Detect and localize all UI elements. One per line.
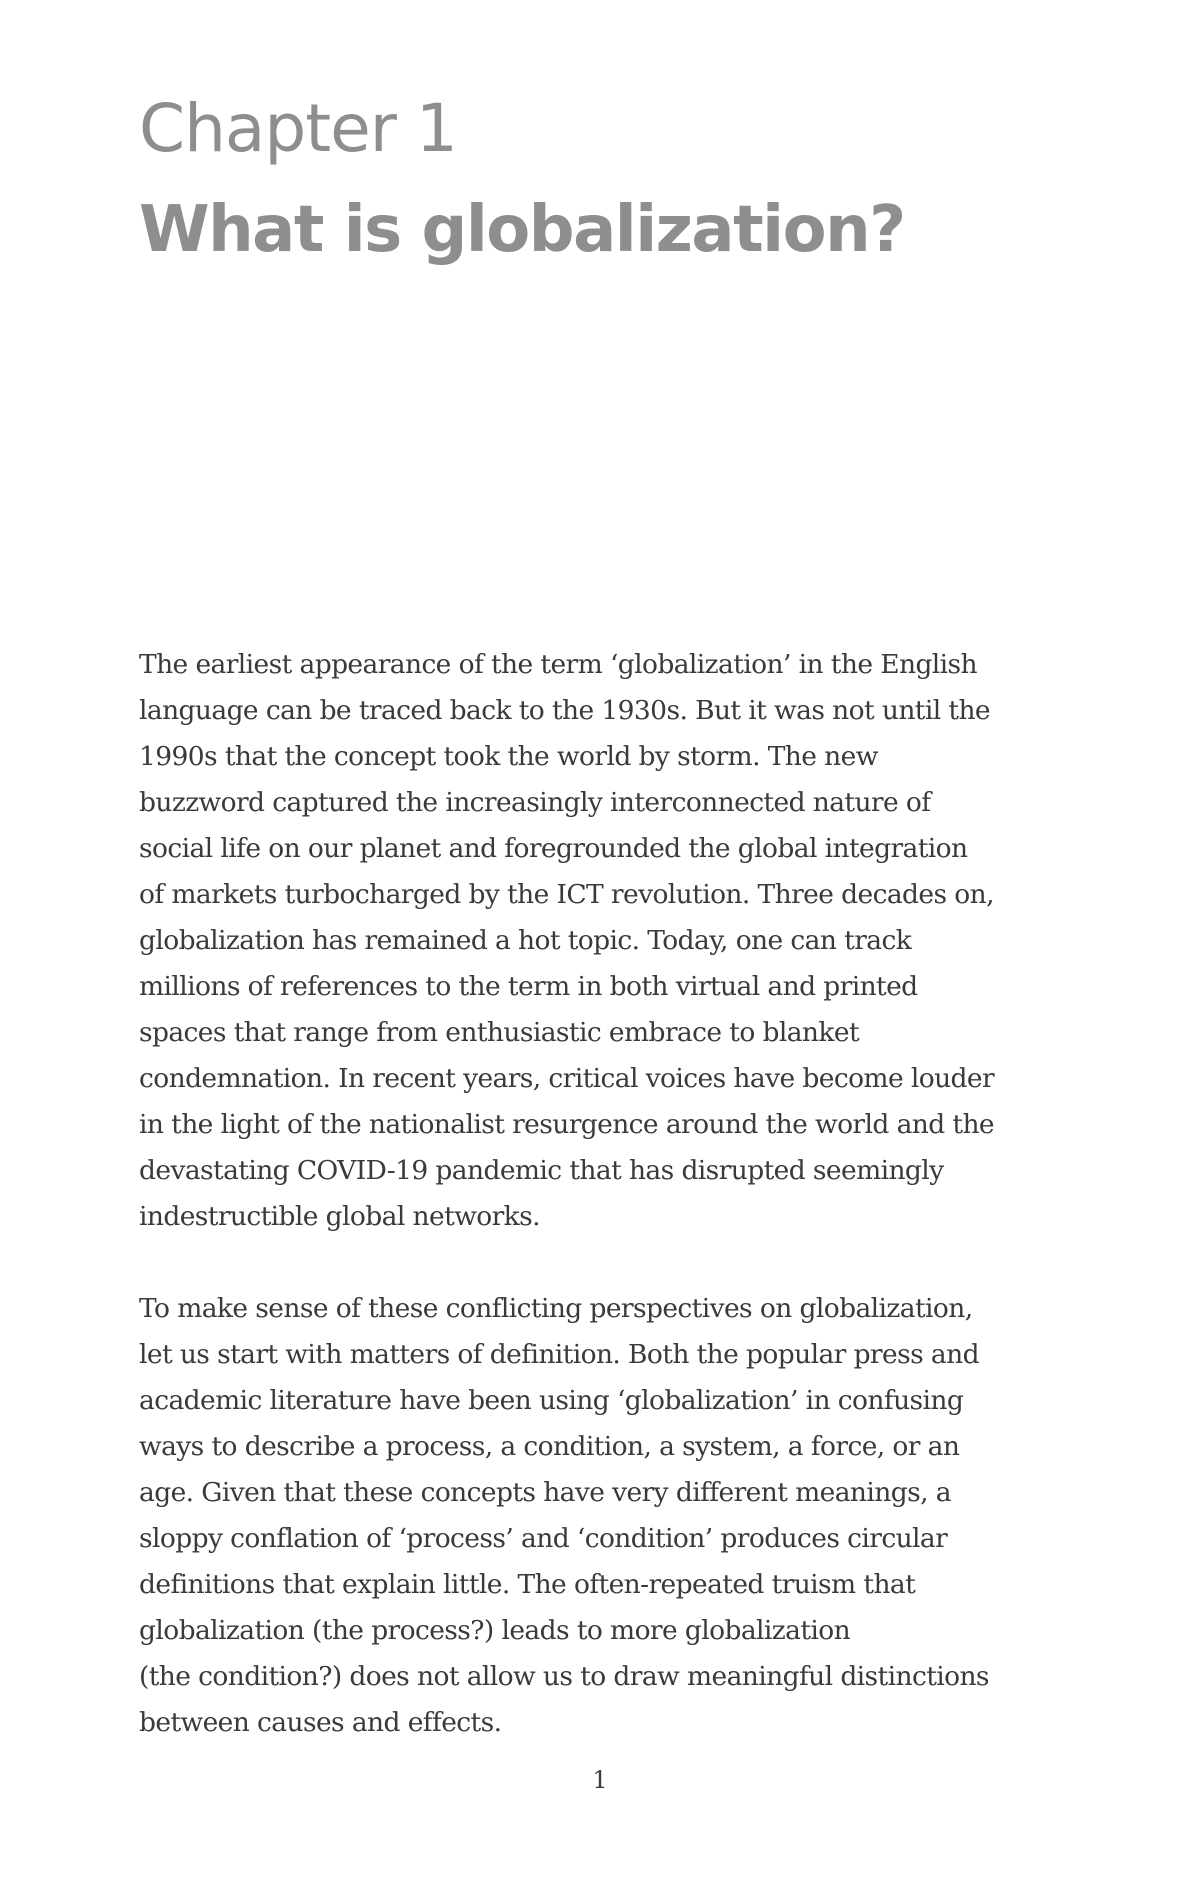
text-line: definitions that explain little. The often-repeated truism that bbox=[139, 1569, 916, 1600]
paragraph-1 bbox=[139, 642, 1079, 1240]
paragraph-2 bbox=[139, 1286, 1079, 1746]
page-number: 1 bbox=[592, 1766, 608, 1794]
text-line: globalization has remained a hot topic. Today, one can track bbox=[139, 925, 912, 956]
text-line: academic literature have been using ‘globalization’ in confusing bbox=[139, 1385, 964, 1416]
text-line: 1990s that the concept took the world by storm. The new bbox=[139, 741, 878, 772]
text-line: let us start with matters of definition. Both the popular press and bbox=[139, 1339, 979, 1370]
text-line: indestructible global networks. bbox=[139, 1201, 540, 1232]
text-line: The earliest appearance of the term ‘globalization’ in the English bbox=[139, 649, 978, 680]
text-line: millions of references to the term in both virtual and printed bbox=[139, 971, 918, 1002]
chapter-label: Chapter 1 bbox=[139, 90, 457, 167]
text-line: buzzword captured the increasingly interconnected nature of bbox=[139, 787, 931, 818]
text-line: (the condition?) does not allow us to draw meaningful distinctions bbox=[139, 1661, 989, 1692]
text-line: To make sense of these conflicting perspectives on globalization, bbox=[139, 1293, 973, 1324]
text-line: between causes and effects. bbox=[139, 1707, 502, 1738]
text-line: spaces that range from enthusiastic embrace to blanket bbox=[139, 1017, 859, 1048]
text-line: social life on our planet and foregrounded the global integration bbox=[139, 833, 968, 864]
text-line: of markets turbocharged by the ICT revolution. Three decades on, bbox=[139, 879, 994, 910]
chapter-title: What is globalization? bbox=[139, 193, 905, 267]
text-line: ways to describe a process, a condition, a system, a force, or an bbox=[139, 1431, 960, 1462]
text-line: language can be traced back to the 1930s. But it was not until the bbox=[139, 695, 991, 726]
text-line: devastating COVID-19 pandemic that has disrupted seemingly bbox=[139, 1155, 944, 1186]
text-line: in the light of the nationalist resurgence around the world and the bbox=[139, 1109, 995, 1140]
text-line: sloppy conflation of ‘process’ and ‘condition’ produces circular bbox=[139, 1523, 948, 1554]
text-line: condemnation. In recent years, critical voices have become louder bbox=[139, 1063, 995, 1094]
text-line: globalization (the process?) leads to more globalization bbox=[139, 1615, 851, 1646]
text-line: age. Given that these concepts have very different meanings, a bbox=[139, 1477, 951, 1508]
